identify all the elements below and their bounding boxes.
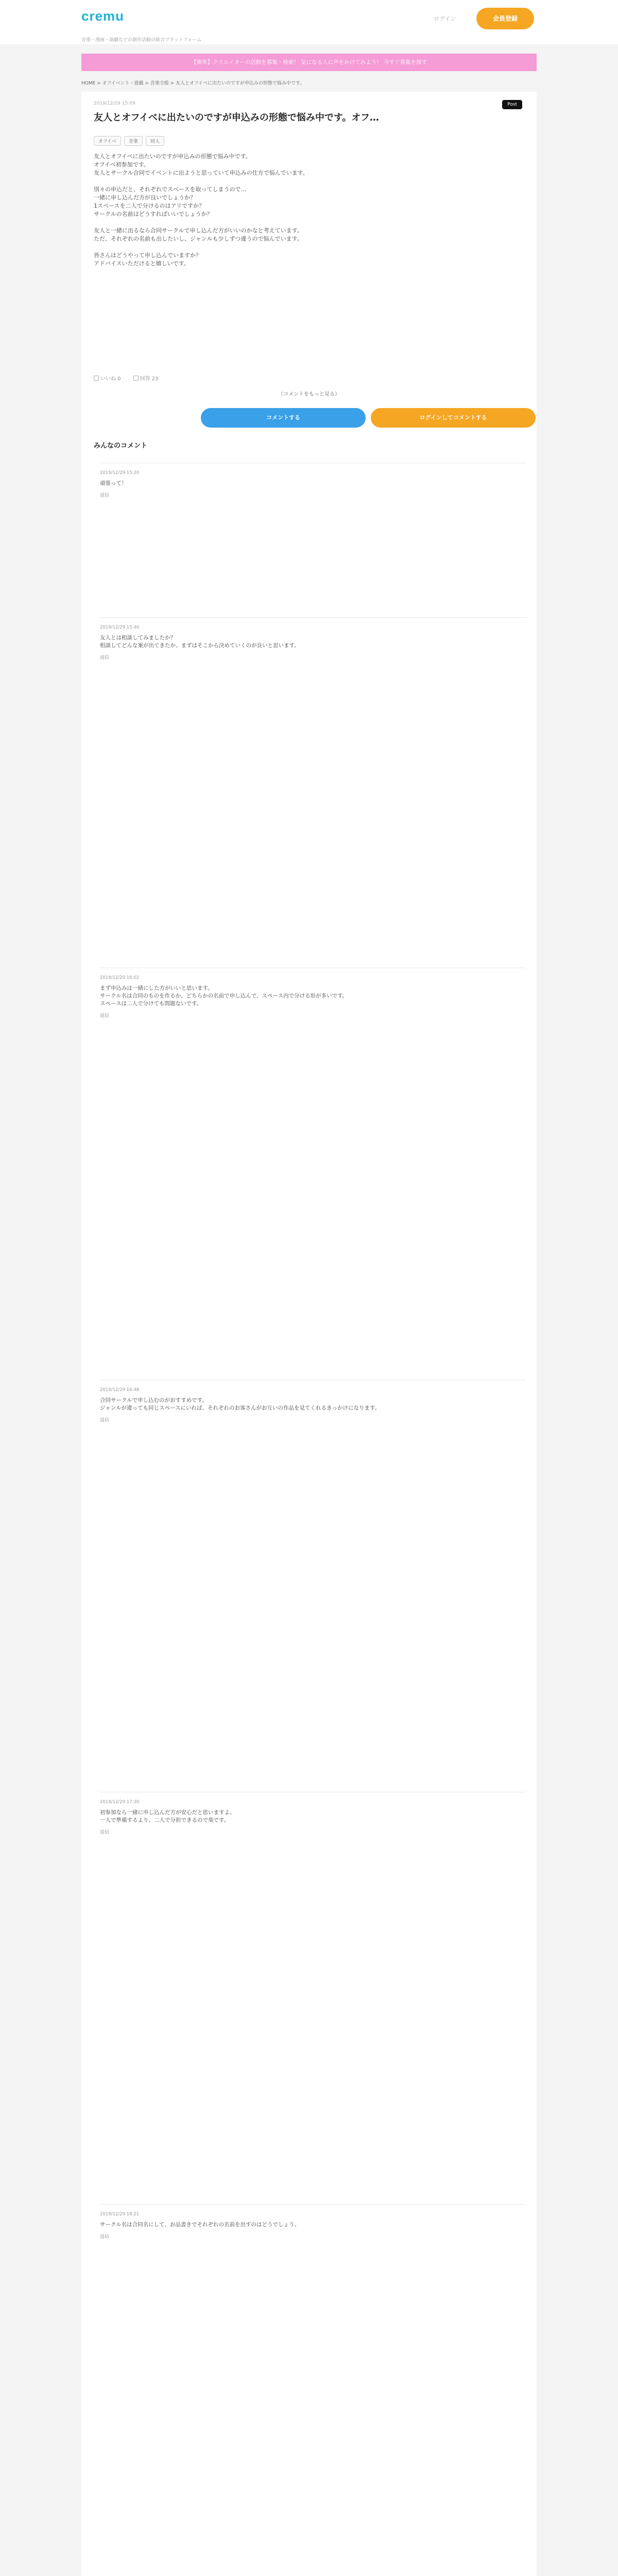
comment-icon (133, 376, 139, 381)
comment-body: 初参加なら一緒に申し込んだ方が安心だと思いますよ。 一人で準備するより、二人で分担できるので楽です。 (100, 1809, 235, 1823)
reply-link[interactable]: 返信 (100, 655, 110, 660)
comment-date: 2019/12/29 15:20 (100, 470, 140, 476)
comment (100, 968, 525, 1019)
answer-count: 回答 23 (133, 374, 159, 382)
comment-date: 2019/12/29 15:40 (100, 625, 140, 630)
more-comments-link[interactable]: （コメントをもっと見る） (278, 392, 340, 397)
reply-link[interactable]: 返信 (100, 1013, 110, 1019)
comment-date: 2019/12/29 16:02 (100, 975, 140, 980)
site-header (0, 0, 618, 44)
comment (100, 463, 525, 498)
like-count[interactable]: いいね 0 (94, 374, 121, 382)
share-button[interactable]: Post (502, 100, 522, 109)
tag-list (94, 136, 164, 146)
comment (100, 1380, 525, 1423)
comment (100, 2204, 525, 2240)
breadcrumb[interactable]: HOME > オフイベント・遊戯 > 音楽全般 > 友人とオフイベに出たいのですが申込みの形態で悩み中です。 (81, 81, 305, 86)
question-body: 友人とオフイベに出たいのですが申込みの形態で悩み中です。 オフイベ初参加です。 友人とサークル合同でイベントに出ようと思っていて申込みの仕方で悩んでいます。 別々の申込だと、それぞれでスペースを取ってしまうので… 一緒に申し込んだ方が良いでしょうか？ 1スペースを二人で分けるのはアリですか？ サークルの名前はどうすればいいでしょうか？ 友人と一緒に出るなら合同サークルで申し込んだ方がいいのかなと考えています。 ただ、それぞれの名前も出したいし、ジャンルも少しずつ違うので悩んでいます。 皆さんはどうやって申し込んでいますか？ アドバイスいただけると嬉しいです。 (94, 153, 308, 267)
tag[interactable]: 音楽 (124, 136, 143, 146)
tag[interactable]: 同人 (146, 136, 164, 146)
comment-body: 頑張って！ (100, 480, 127, 486)
login-link[interactable]: ログイン (434, 15, 456, 22)
comment-date: 2019/12/29 18:21 (100, 2212, 140, 2217)
comment-date: 2019/12/29 17:30 (100, 1800, 140, 1805)
question-footer (94, 374, 158, 382)
reply-link[interactable]: 返信 (100, 493, 110, 498)
question-date: 2019/12/29 15:09 (94, 101, 135, 106)
comment-button[interactable]: コメントする (201, 408, 366, 428)
site-tagline: 音楽・漫画・演劇などの創作活動の総合プラットフォーム (81, 38, 202, 43)
reply-link[interactable]: 返信 (100, 1418, 110, 1423)
comment-body: まず申込みは一緒にした方がいいと思います。 サークル名は合同のものを作るか、どちらかの名前で申し込んで、スペース内で分ける形が多いです。 スペースは二人で分けても問題ないです。 (100, 985, 348, 1007)
promo-banner[interactable]: 【簡単】クリエイターの活動を募集・検索！ 気になる人に声をかけてみよう！ 今すぐ募集を探す (81, 54, 537, 71)
question-title: 友人とオフイベに出たいのですが申込みの形態で悩み中です。オフ… (94, 112, 379, 123)
question-card (81, 92, 537, 2576)
comments-heading: みんなのコメント (94, 442, 148, 450)
comment-date: 2019/12/29 16:48 (100, 1387, 140, 1393)
reply-link[interactable]: 返信 (100, 2234, 110, 2240)
comment (100, 1792, 525, 1835)
heart-icon (94, 376, 99, 381)
tag[interactable]: オフイベ (94, 136, 121, 146)
comment-body: サークル名は合同名にして、お品書きでそれぞれの名前を出すのはどうでしょう。 (100, 2222, 300, 2228)
register-button[interactable]: 会員登録 (476, 8, 534, 29)
comment (100, 617, 525, 660)
login-comment-button[interactable]: ログインしてコメントする (371, 408, 536, 428)
comment-body: 合同サークルで申し込むのがおすすめです。 ジャンルが違っても同じスペースにいれば、それぞれのお客さんがお互いの作品を見てくれるきっかけになります。 (100, 1397, 381, 1411)
site-logo[interactable]: cremu (81, 8, 125, 24)
reply-link[interactable]: 返信 (100, 1830, 110, 1835)
comment-body: 友人とは相談してみましたか？ 相談してどんな案が出てきたか、まずはそこから決めていくのが良いと思います。 (100, 635, 300, 649)
